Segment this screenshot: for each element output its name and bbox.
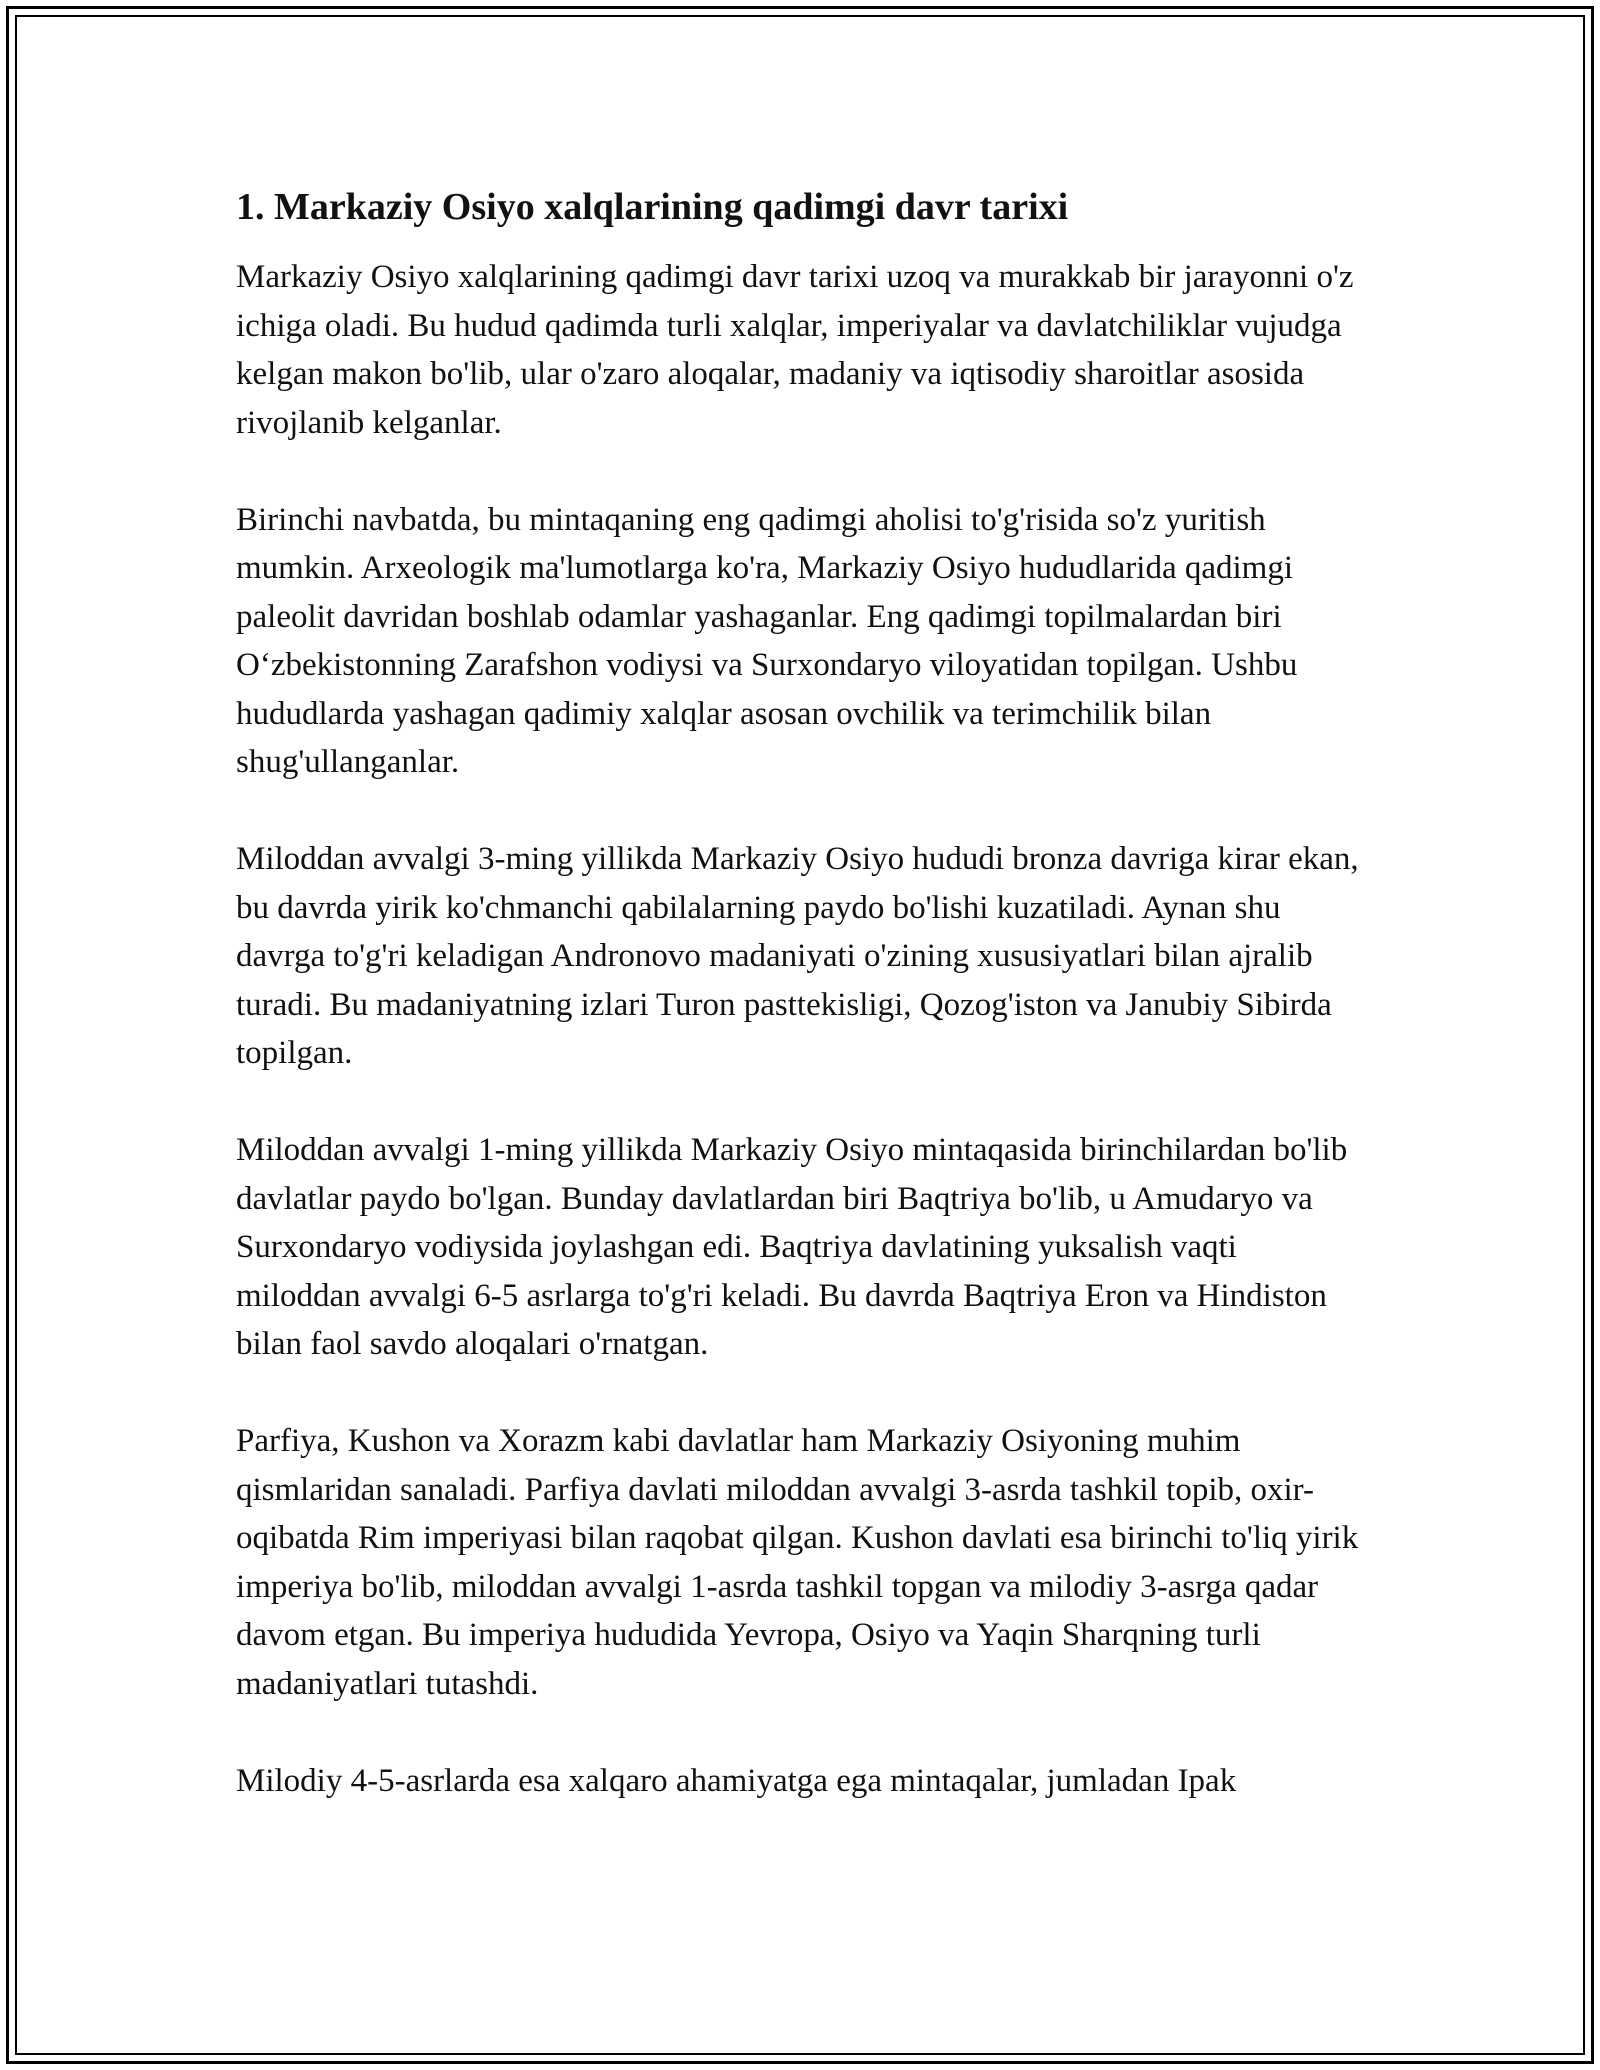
paragraph-silk-road: Milodiy 4-5-asrlarda esa xalqaro ahamiyatga ega mintaqalar, jumladan Ipak: [236, 1762, 1237, 1799]
paragraph-earliest-inhabitants: Birinchi navbatda, bu mintaqaning eng qadimgi aholisi to'g'risida so'z yuritish mumkin. Arxeologik ma'lumotlarga ko'ra, Markaziy Osiyo hududlarida qadimgi paleolit davridan boshlab odamlar yashaganlar. Eng qadimgi topilmalardan biri O‘zbekistonning Zarafshon vodiysi va Surxondaryo viloyatidan topilgan. Ushbu hududlarda yashagan qadimiy xalqlar asosan ovchilik va terimchilik bilan shug'ullanganlar.: [236, 501, 1298, 780]
paragraph-bronze-age: Miloddan avvalgi 3-ming yillikda Markaziy Osiyo hududi bronza davriga kirar ekan, bu davrda yirik ko'chmanchi qabilalarning paydo bo'lishi kuzatiladi. Aynan shu davrga to'g'ri keladigan Andronovo madaniyati o'zining xususiyatlari bilan ajralib turadi. Bu madaniyatning izlari Turon pasttekisligi, Qozog'iston va Janubiy Sibirda topilgan.: [236, 841, 1359, 1071]
paragraph-parthia-kushan: Parfiya, Kushon va Xorazm kabi davlatlar ham Markaziy Osiyoning muhim qismlaridan sanaladi. Parfiya davlati miloddan avvalgi 3-asrda tashkil topib, oxir-oqibatda Rim imperiyasi bilan raqobat qilgan. Kushon davlati esa birinchi to'liq yirik imperiya bo'lib, miloddan avvalgi 1-asrda tashkil topgan va milodiy 3-asrga qadar davom etgan. Bu imperiya hududida Yevropa, Osiyo va Yaqin Sharqning turli madaniyatlari tutashdi.: [236, 1423, 1359, 1702]
paragraph-intro: Markaziy Osiyo xalqlarining qadimgi davr tarixi uzoq va murakkab bir jarayonni o'z ichiga oladi. Bu hudud qadimda turli xalqlar, imperiyalar va davlatchiliklar vujudga kelgan makon bo'lib, ular o'zaro aloqalar, madaniy va iqtisodiy sharoitlar asosida rivojlanib kelganlar.: [236, 259, 1354, 441]
paragraph-first-states: Miloddan avvalgi 1-ming yillikda Markaziy Osiyo mintaqasida birinchilardan bo'lib davlatlar paydo bo'lgan. Bunday davlatlardan biri Baqtriya bo'lib, u Amudaryo va Surxondaryo vodiysida joylashgan edi. Baqtriya davlatining yuksalish vaqti miloddan avvalgi 6-5 asrlarga to'g'ri keladi. Bu davrda Baqtriya Eron va Hindiston bilan faol savdo aloqalari o'rnatgan.: [236, 1132, 1348, 1362]
document-body: [236, 183, 1366, 1854]
section-heading: 1. Markaziy Osiyo xalqlarining qadimgi davr tarixi: [236, 186, 1069, 228]
